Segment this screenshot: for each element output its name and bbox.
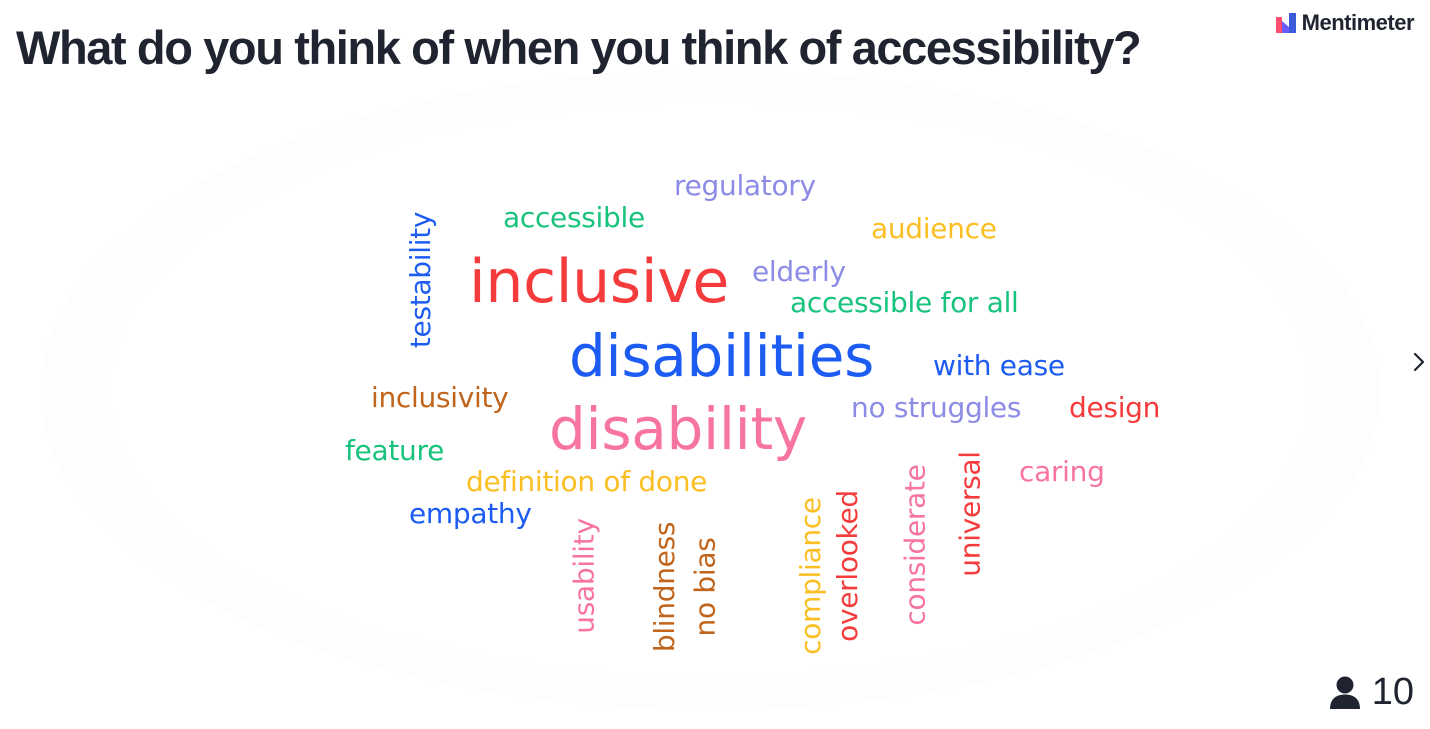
chevron-right-icon xyxy=(1413,351,1425,373)
word-no-bias: no bias xyxy=(688,537,722,637)
logo-bar-right xyxy=(1289,13,1296,33)
brand-name: Mentimeter xyxy=(1301,10,1414,35)
word-feature: feature xyxy=(345,434,444,467)
question-title: What do you think of when you think of accessibility? xyxy=(16,21,1141,74)
word-empathy: empathy xyxy=(409,497,532,530)
brand xyxy=(1276,10,1414,36)
logo-bar-middle xyxy=(1282,21,1289,33)
participant-counter xyxy=(1328,673,1414,711)
word-accessible-for-all: accessible for all xyxy=(790,286,1019,319)
word-disability: disability xyxy=(549,395,807,463)
next-slide-button[interactable] xyxy=(1408,347,1430,377)
word-considerate: considerate xyxy=(898,464,932,626)
mentimeter-logo-icon xyxy=(1276,13,1296,33)
word-blindness: blindness xyxy=(648,521,682,653)
word-no-struggles: no struggles xyxy=(851,391,1022,424)
word-definition-of-done: definition of done xyxy=(466,465,708,498)
word-with-ease: with ease xyxy=(933,349,1065,382)
word-disabilities: disabilities xyxy=(569,322,875,390)
word-audience: audience xyxy=(871,212,997,245)
word-universal: universal xyxy=(953,451,987,577)
word-overlooked: overlooked xyxy=(830,490,864,642)
word-testability: testability xyxy=(404,211,438,349)
word-caring: caring xyxy=(1019,455,1105,488)
word-design: design xyxy=(1069,391,1161,424)
logo-bar-left xyxy=(1276,17,1282,33)
word-elderly: elderly xyxy=(752,255,846,288)
participant-count: 10 xyxy=(1371,671,1414,713)
word-inclusivity: inclusivity xyxy=(371,381,509,414)
word-usability: usability xyxy=(567,518,601,634)
word-inclusive: inclusive xyxy=(469,247,730,317)
word-compliance: compliance xyxy=(793,497,827,655)
word-regulatory: regulatory xyxy=(674,169,816,202)
word-accessible: accessible xyxy=(503,201,645,234)
person-icon xyxy=(1328,675,1362,709)
